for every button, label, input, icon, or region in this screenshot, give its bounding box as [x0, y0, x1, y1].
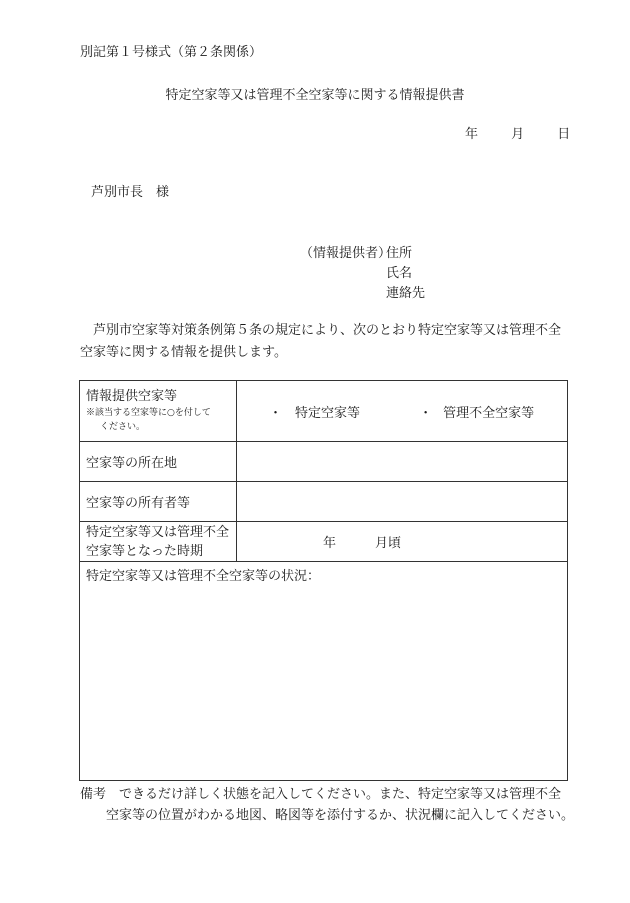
status-cell[interactable] — [80, 562, 568, 781]
owner-input[interactable] — [237, 482, 568, 522]
option-tokutei[interactable]: ・ 特定空家等 — [269, 402, 415, 421]
provider-heading: （情報提供者） — [300, 246, 392, 261]
table-row — [80, 482, 568, 522]
table-row — [80, 522, 568, 562]
owner-label: 空家等の所有者等 — [80, 482, 237, 522]
name-label: 氏名 — [386, 266, 413, 281]
intro-paragraph: 芦別市空家等対策条例第５条の規定により、次のとおり特定空家等又は管理不全空家等に関する情報を提供します。 — [80, 323, 562, 360]
day-label: 日 — [557, 127, 571, 142]
contact-label: 連絡先 — [386, 286, 426, 301]
remarks — [80, 784, 574, 826]
period-label-cell: 特定空家等又は管理不全 空家等となった時期 — [80, 522, 237, 562]
location-label: 空家等の所在地 — [80, 442, 237, 482]
date-line — [465, 123, 570, 142]
target-note: ※該当する空家等に○を付して ください。 — [86, 408, 211, 432]
target-options-cell — [237, 381, 568, 442]
option-kanri-fuzen[interactable]: ・ 管理不全空家等 — [419, 402, 534, 421]
provider-block — [300, 244, 425, 304]
recipient: 芦別市長 様 — [91, 185, 170, 200]
table-row — [80, 442, 568, 482]
target-label-cell — [80, 381, 237, 442]
period-year-label: 年 — [323, 536, 337, 551]
table-row — [80, 381, 568, 442]
document-title: 特定空家等又は管理不全空家等に関する情報提供書 — [165, 88, 465, 103]
year-label: 年 — [465, 127, 479, 142]
bullet-icon: ・ — [269, 405, 283, 421]
bullet-icon: ・ — [419, 405, 433, 421]
info-table — [79, 380, 568, 781]
location-input[interactable] — [237, 442, 568, 482]
remarks-line1: 備考 できるだけ詳しく状態を記入してください。また、特定空家等又は管理不全 — [80, 787, 562, 802]
status-label: 特定空家等又は管理不全空家等の状況： — [86, 569, 321, 584]
table-row — [80, 562, 568, 781]
target-label: 情報提供空家等 — [86, 389, 178, 404]
month-label: 月 — [511, 127, 525, 142]
remarks-line2: 空家等の位置がわかる地図、略図等を添付するか、状況欄に記入してください。 — [106, 808, 575, 823]
period-input[interactable] — [237, 522, 568, 562]
address-label: 住所 — [386, 246, 413, 261]
period-month-label: 月頃 — [375, 536, 402, 551]
form-number-label: 別記第１号様式（第２条関係） — [80, 45, 263, 60]
